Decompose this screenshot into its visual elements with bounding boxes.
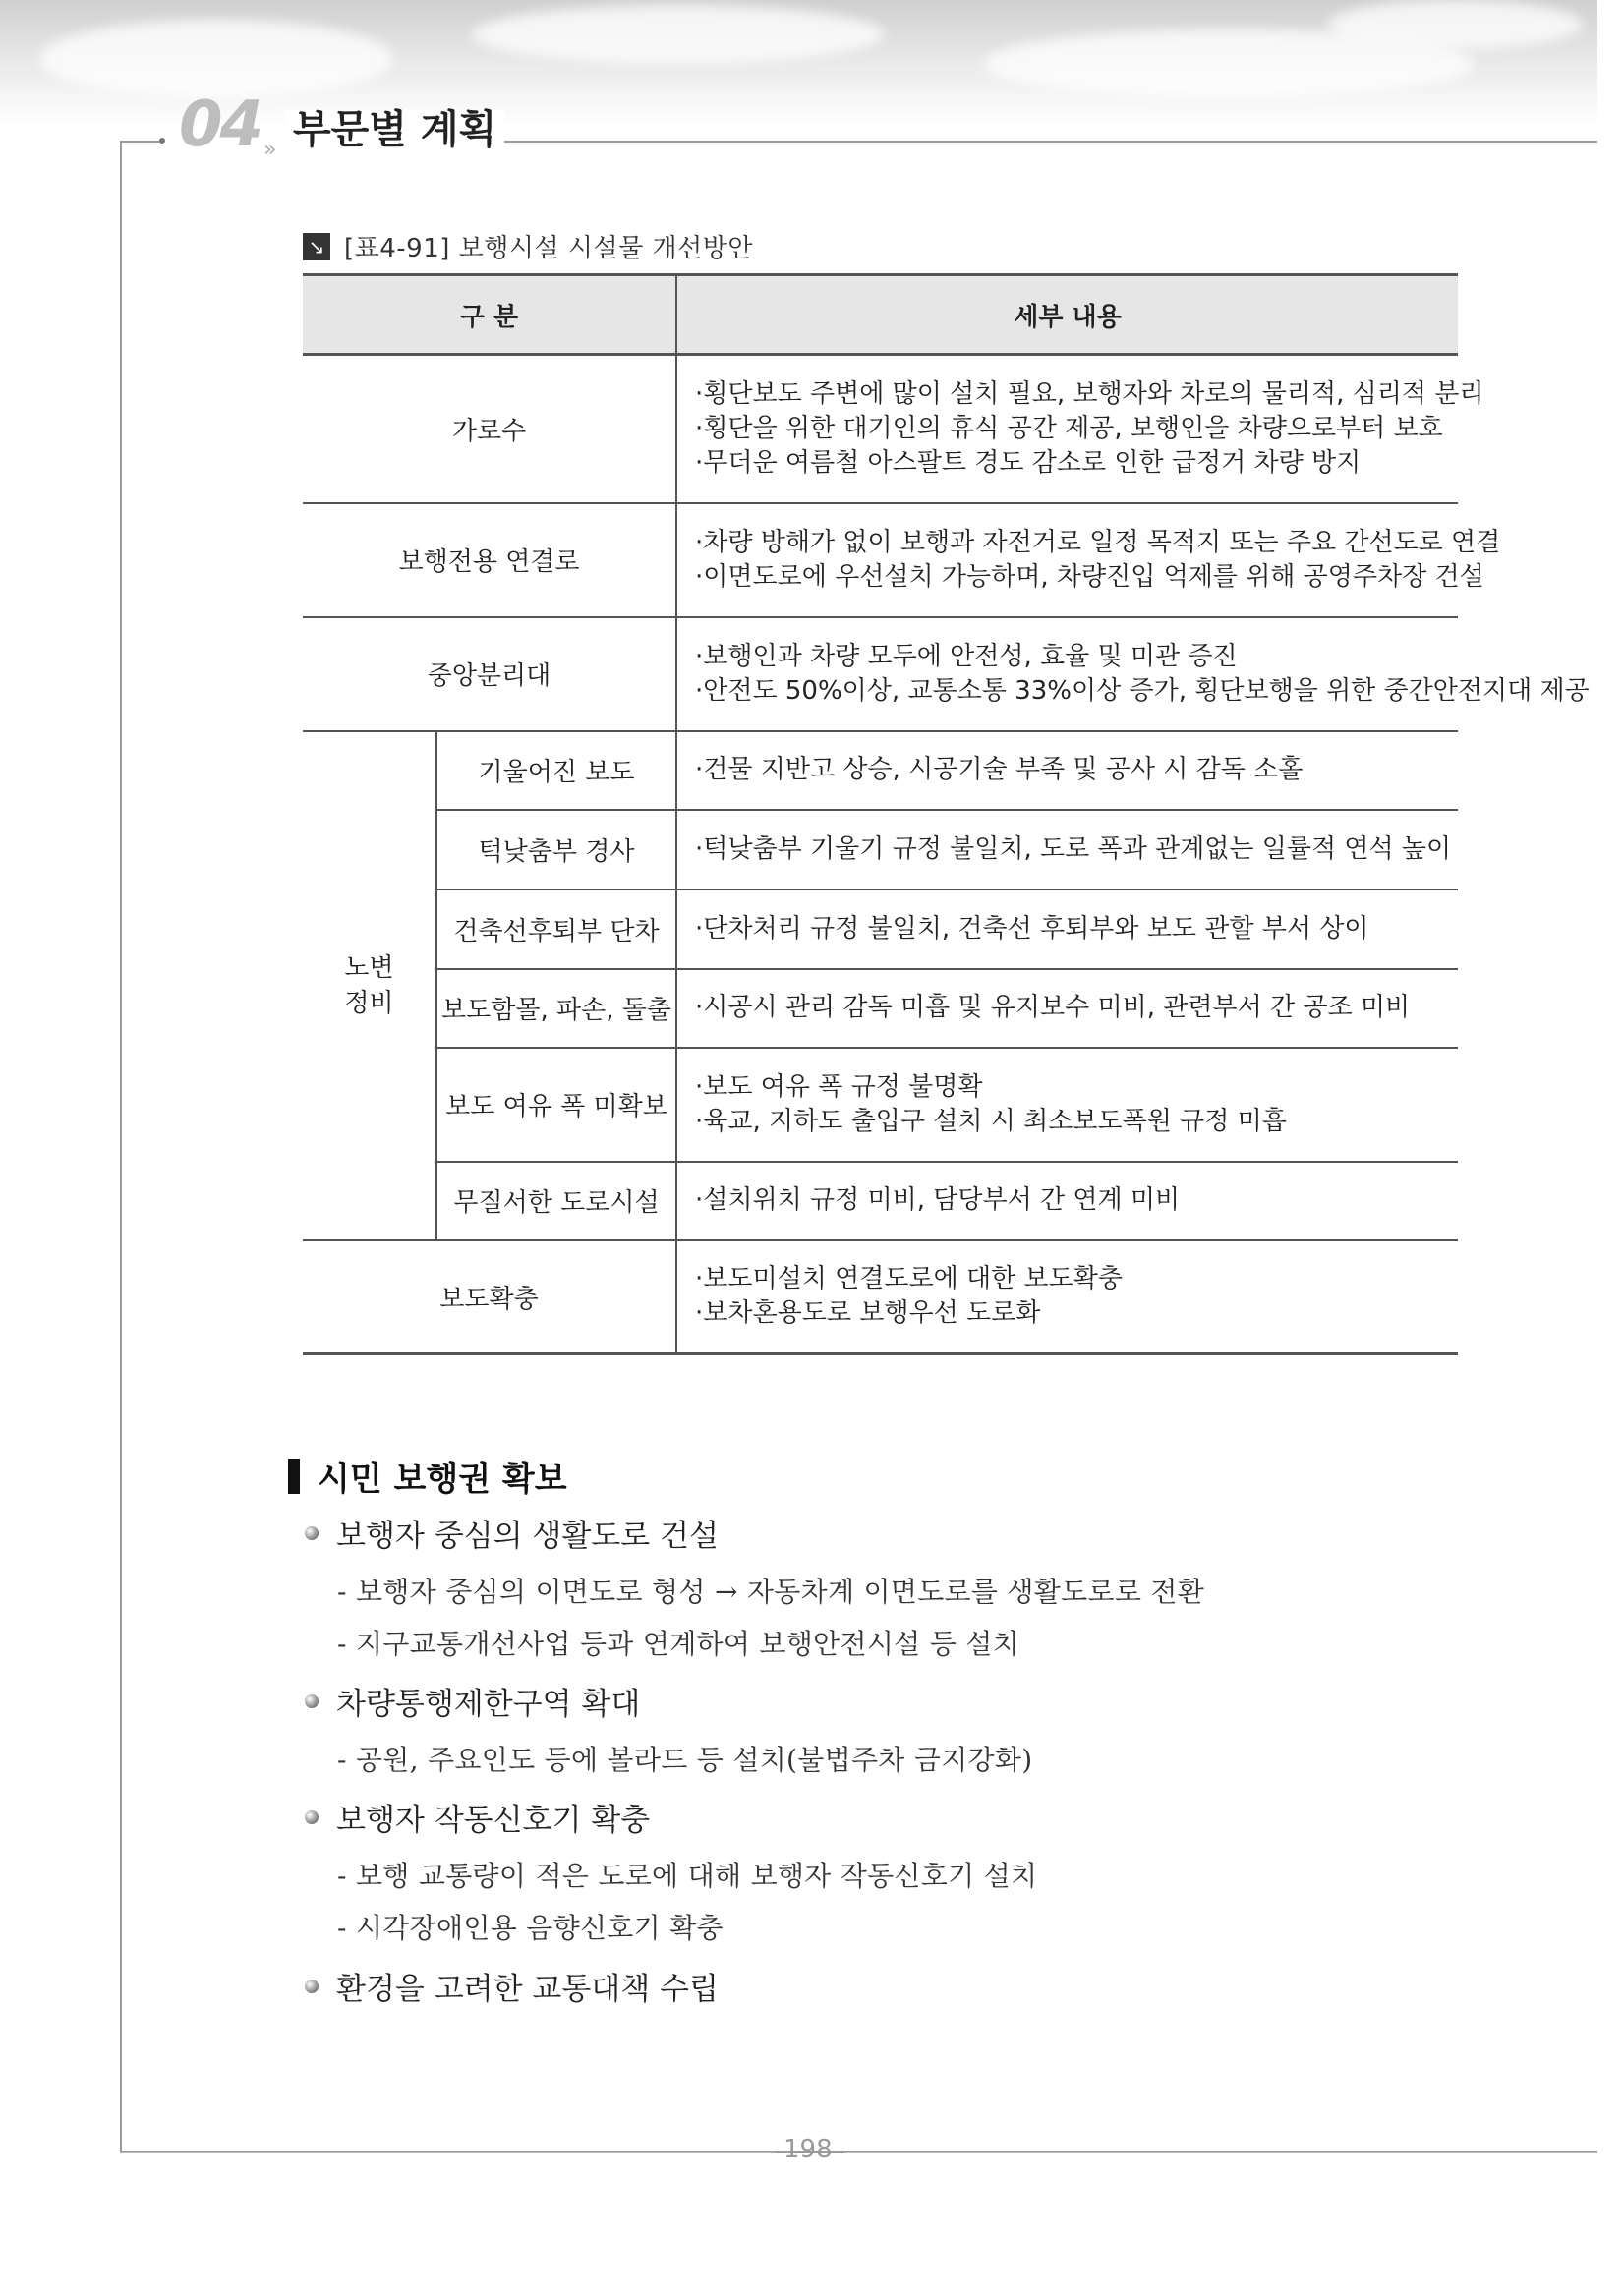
header-category: 구 분 <box>303 275 676 355</box>
arrow-box-icon: ↘ <box>303 233 330 260</box>
detail-line: ·육교, 지하도 출입구 설치 시 최소보도폭원 규정 미흡 <box>695 1106 1287 1136</box>
bullet-heading-text: 보행자 작동신호기 확충 <box>336 1803 651 1838</box>
row-detail <box>676 731 1458 810</box>
sub-item: - 보행 교통량이 적은 도로에 대해 보행자 작동신호기 설치 <box>337 1860 1038 1892</box>
bullet-dot-icon <box>305 1980 319 1993</box>
sub-item: - 보행자 중심의 이면도로 형성 → 자동차계 이면도로를 생활도로로 전환 <box>337 1576 1205 1608</box>
header-dot-left <box>159 138 165 144</box>
bullet-dot-icon <box>305 1694 319 1708</box>
detail-line: ·무더운 여름철 아스팔트 경도 감소로 인한 급정거 차량 방지 <box>695 447 1362 478</box>
sub-item: - 시각장애인용 음향신호기 확충 <box>337 1912 724 1944</box>
row-category-label: 노변 정비 <box>344 952 394 1018</box>
section-title <box>288 1452 567 1500</box>
header-detail: 세부 내용 <box>676 275 1458 355</box>
chapter-title: 부문별 계획 <box>285 110 504 149</box>
detail-line: ·단차처리 규정 불일치, 건축선 후퇴부와 보도 관할 부서 상이 <box>695 913 1369 944</box>
row-category: 보도확충 <box>303 1240 676 1354</box>
table-row <box>303 1240 1458 1354</box>
detail-line: ·횡단보도 주변에 많이 설치 필요, 보행자와 차로의 물리적, 심리적 분리 <box>695 378 1484 409</box>
row-category: 가로수 <box>303 355 676 503</box>
table-row <box>303 890 1458 969</box>
row-detail <box>676 355 1484 503</box>
sub-item: - 지구교통개선사업 등과 연계하여 보행안전시설 등 설치 <box>337 1628 1019 1660</box>
bullet-heading <box>305 1964 719 2008</box>
row-detail <box>676 617 1590 731</box>
row-detail <box>676 969 1458 1048</box>
chapter-mark-icon: » <box>263 138 277 162</box>
sub-item: - 공원, 주요인도 등에 볼라드 등 설치(불법주차 금지강화) <box>337 1744 1033 1776</box>
detail-line: ·턱낮춤부 기울기 규정 불일치, 도로 폭과 관계없는 일률적 연석 높이 <box>695 833 1452 864</box>
bullet-dot-icon <box>305 1526 319 1540</box>
detail-line: ·시공시 관리 감독 미흡 및 유지보수 미비, 관련부서 간 공조 미비 <box>695 993 1411 1022</box>
section-title-text: 시민 보행권 확보 <box>318 1460 567 1499</box>
table-row <box>303 1162 1458 1240</box>
detail-line: ·횡단을 위한 대기인의 휴식 공간 제공, 보행인을 차량으로부터 보호 <box>695 413 1443 443</box>
row-subcategory: 보도 여유 폭 미확보 <box>436 1048 676 1162</box>
bullet-heading <box>305 1511 719 1555</box>
table-row <box>303 731 1458 810</box>
row-category: 중앙분리대 <box>303 617 676 731</box>
row-detail <box>676 890 1458 969</box>
table-row <box>303 617 1458 731</box>
row-subcategory: 기울어진 보도 <box>436 731 676 810</box>
bullet-heading <box>305 1679 640 1723</box>
row-category: 보행전용 연결로 <box>303 503 676 617</box>
table-row <box>303 969 1458 1048</box>
bullet-heading-text: 보행자 중심의 생활도로 건설 <box>336 1519 719 1554</box>
detail-line: ·보도미설치 연결도로에 대한 보도확충 <box>695 1264 1123 1294</box>
footer-rule-right <box>845 2152 1597 2153</box>
detail-line: ·안전도 50%이상, 교통소통 33%이상 증가, 횡단보행을 위한 중간안전지대 제공 <box>695 675 1590 706</box>
table-row <box>303 810 1458 890</box>
detail-line: ·건물 지반고 상승, 시공기술 부족 및 공사 시 감독 소홀 <box>695 755 1304 784</box>
detail-line: ·설치위치 규정 미비, 담당부서 간 연계 미비 <box>695 1185 1181 1215</box>
row-subcategory: 보도함몰, 파손, 돌출 <box>436 969 676 1048</box>
detail-line: ·보행인과 차량 모두에 안전성, 효율 및 미관 증진 <box>695 641 1238 671</box>
bullet-heading-text: 차량통행제한구역 확대 <box>336 1687 641 1722</box>
page-number: 198 <box>783 2135 833 2164</box>
facility-improvement-table <box>303 273 1590 1355</box>
row-detail <box>676 503 1501 617</box>
row-category-sidewalk <box>303 731 436 1240</box>
row-subcategory: 턱낮춤부 경사 <box>436 810 676 890</box>
table-row <box>303 1048 1458 1162</box>
table-row <box>303 503 1458 617</box>
row-detail <box>676 1048 1458 1162</box>
row-detail <box>676 1240 1458 1354</box>
bullet-heading <box>305 1795 650 1839</box>
bullet-heading-text: 환경을 고려한 교통대책 수립 <box>336 1972 719 2007</box>
row-detail <box>676 810 1458 890</box>
detail-line: ·이면도로에 우선설치 가능하며, 차량진입 억제를 위해 공영주차장 건설 <box>695 561 1484 592</box>
header-rule-left <box>120 141 164 143</box>
header-rule <box>490 141 1597 143</box>
detail-line: ·보차혼용도로 보행우선 도로화 <box>695 1298 1041 1329</box>
detail-line: ·보도 여유 폭 규정 불명확 <box>695 1071 983 1102</box>
footer-rule-left <box>120 2152 774 2153</box>
bullet-dot-icon <box>305 1810 319 1824</box>
section-bar-icon <box>288 1459 300 1494</box>
table-row <box>303 355 1458 503</box>
row-detail <box>676 1162 1458 1240</box>
detail-line: ·차량 방해가 없이 보행과 자전거로 일정 목적지 또는 주요 간선도로 연결 <box>695 527 1501 557</box>
table-caption <box>303 228 753 264</box>
chapter-number: 04 <box>179 88 261 161</box>
table-header-row <box>303 275 1458 355</box>
table-caption-text: [표4-91] 보행시설 시설물 개선방안 <box>344 234 753 263</box>
row-subcategory: 무질서한 도로시설 <box>436 1162 676 1240</box>
row-subcategory: 건축선후퇴부 단차 <box>436 890 676 969</box>
